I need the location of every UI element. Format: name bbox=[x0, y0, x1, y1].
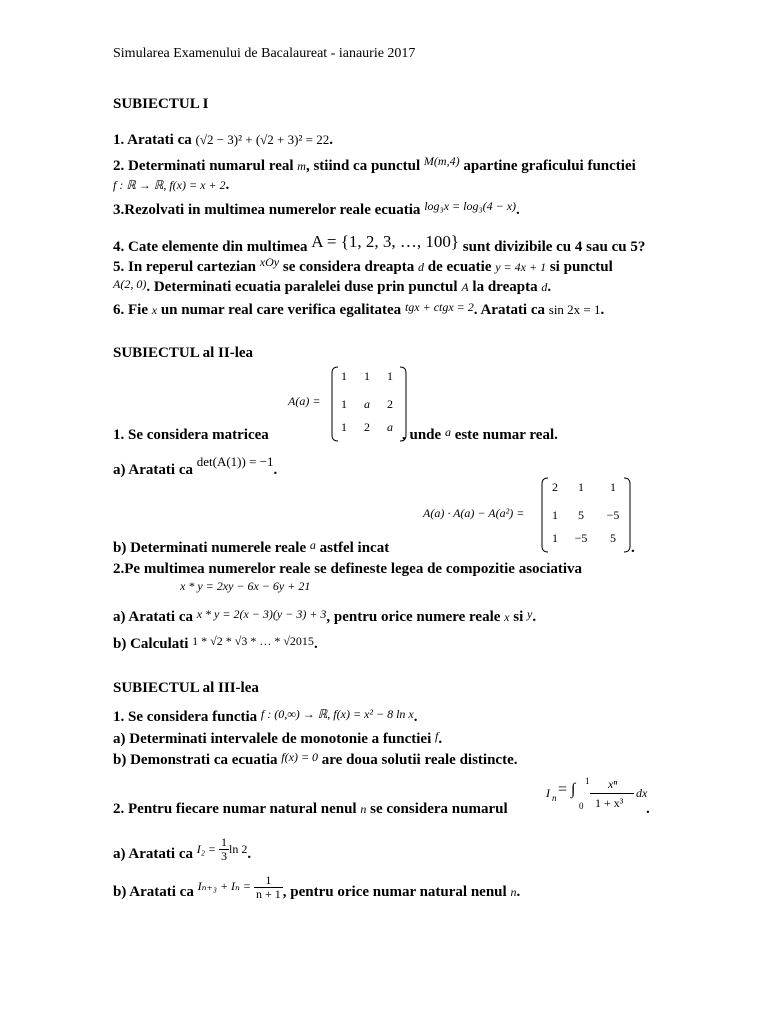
fraction-numerator: 1 bbox=[221, 835, 227, 849]
s1-problem-4 bbox=[113, 232, 646, 256]
s1-p2-text-b: , stiind ca punctul bbox=[305, 158, 424, 174]
s3-p2b-text-b: , pentru orice numar natural nenul bbox=[282, 883, 511, 900]
matrix-cell-r1-c3: 1 bbox=[610, 480, 616, 494]
s2-problem-1-tail bbox=[402, 427, 558, 444]
s2-p2-text: .Pe multimea numerelor reale se defineste legea de compozitie asociativa bbox=[120, 561, 583, 577]
s1-p1-text: Aratati ca bbox=[124, 132, 196, 148]
s2-matrix-b bbox=[541, 476, 631, 554]
s2-p2a-text-a: a) Aratati ca bbox=[113, 609, 197, 625]
s1-p2-text-c: apartine graficului functiei bbox=[459, 158, 636, 174]
integral-lower: 0 bbox=[579, 801, 584, 811]
s3-pa-text-a: a) Determinati intervalele de monotonie a functiei bbox=[113, 731, 436, 747]
matrix-cell-r2-c1: 1 bbox=[341, 397, 347, 411]
section-title-1: SUBIECTUL I bbox=[113, 96, 209, 112]
s1-p4-text-b: sunt divizibile cu 4 sau cu 5? bbox=[459, 239, 646, 255]
s1-p5-point: A(2, 0) bbox=[113, 277, 147, 291]
s2-p1-text-b: , unde bbox=[402, 427, 445, 443]
s1-problem-5 bbox=[113, 255, 613, 276]
integral-fraction-bar bbox=[590, 793, 634, 794]
s1-p4-set: A = {1, 2, 3, …, 100} bbox=[311, 232, 460, 251]
s2-p1-label: 1. bbox=[113, 427, 125, 443]
s1-p3-text: .Rezolvati in multimea numerelor reale ecuatia bbox=[120, 202, 425, 218]
s1-p5-A: A bbox=[461, 280, 469, 294]
s1-problem-1: 1. Aratati ca (√2 − 3)² + (√2 + 3)² = 22. bbox=[113, 132, 333, 148]
integral-denominator: 1 + x³ bbox=[595, 796, 624, 810]
s1-p1-label: 1. bbox=[113, 132, 125, 148]
s3-p2a-lhs: I₂ = bbox=[196, 841, 219, 856]
s3-p2b-fraction bbox=[254, 874, 283, 901]
s3-pb-text-b: are doua solutii reale distincte. bbox=[318, 752, 518, 768]
s1-p4-label: 4 bbox=[113, 239, 121, 255]
s2-p1-text-c: este numar real. bbox=[450, 427, 558, 443]
s3-problem-1b bbox=[113, 752, 518, 769]
s3-p2a-fraction bbox=[219, 836, 229, 863]
s2-p1-a: a bbox=[444, 425, 451, 439]
s2-pb-lhs: A(a) · A(a) − A(a²) = bbox=[423, 506, 525, 520]
document-header: Simularea Examenului de Bacalaureat - ianaurie 2017 bbox=[113, 46, 416, 61]
s2-pb-dot: . bbox=[631, 540, 635, 556]
s1-p5-d: d bbox=[418, 260, 424, 274]
matrix-cell-r2-c1: 1 bbox=[552, 508, 558, 522]
s2-p2b-math: 1 * √2 * √3 * … * √2015 bbox=[192, 634, 314, 648]
matrix-left-bracket bbox=[332, 367, 338, 441]
s1-p6-eq: tgx + ctgx = 2 bbox=[404, 300, 474, 314]
s2-problem-1 bbox=[113, 427, 269, 444]
s3-p2-label: 2 bbox=[113, 801, 121, 817]
s2-problem-1b bbox=[113, 540, 389, 557]
matrix-cell-r3-c2: 2 bbox=[364, 420, 370, 434]
s3-p2-dot: . bbox=[646, 801, 650, 817]
matrix-cell-r3-c3: a bbox=[387, 420, 393, 434]
s3-p1-label: 1 bbox=[113, 709, 121, 725]
s1-p2-label: 2 bbox=[113, 158, 121, 174]
matrix-cell-r3-c1: 1 bbox=[552, 531, 558, 545]
s1-p6-text-c: . Aratati ca bbox=[473, 302, 549, 318]
s2-matrix-a-svg bbox=[331, 365, 407, 443]
s1-p5-text-d: si punctul bbox=[546, 259, 613, 275]
s3-p1-text: . Se considera functia bbox=[120, 709, 261, 725]
fraction-denominator: n + 1 bbox=[256, 887, 281, 901]
s2-matrix-lhs: A(a) = bbox=[288, 394, 321, 408]
s2-matrix-b-svg bbox=[541, 476, 631, 554]
matrix-right-bracket bbox=[624, 478, 630, 552]
integral-sign: = ∫ bbox=[558, 781, 576, 798]
s3-p2b-text-a: b) Aratati ca bbox=[113, 883, 198, 900]
s1-p6-text-b: un numar real care verifica egalitatea bbox=[157, 302, 405, 318]
s1-p5-xoy: xOy bbox=[259, 255, 280, 269]
s3-problem-2a: a) Aratati ca $^{I_2 =}$ $\frac{1}{3}$ $^{ln 2}$. bbox=[113, 835, 252, 863]
s1-problem-3: 3.Rezolvati in multimea numerelor reale ecuatia $^{log_3x = log_3(4 - x)}$. bbox=[113, 199, 520, 218]
matrix-cell-r1-c1: 2 bbox=[552, 480, 558, 494]
s2-problem-1a: a) Aratati ca det(A(1)) = −1. bbox=[113, 454, 278, 478]
s2-pa-math: det(A(1)) = −1 bbox=[196, 454, 274, 469]
s1-p5-text-c: de ecuatie bbox=[424, 259, 496, 275]
s3-p2-n: n bbox=[360, 802, 367, 816]
s2-problem-2a: a) Aratati ca $^{x * y = 2(x - 3)(y - 3) + 3}$, pentru orice numere reale x si $^y$. bbox=[113, 607, 537, 625]
matrix-cell-r2-c2: 5 bbox=[578, 508, 584, 522]
matrix-cell-r2-c3: 2 bbox=[387, 397, 393, 411]
s3-problem-1a: a) Determinati intervalele de monotonie a functiei $^f$. bbox=[113, 729, 443, 747]
s3-problem-1: 1. Se considera functia $^{f : (0,\infty) \to ℝ, f(x) = x^2 - 8 ln x}$. bbox=[113, 707, 418, 725]
s1-p3-label: 3 bbox=[113, 202, 121, 218]
matrix-cell-r1-c2: 1 bbox=[578, 480, 584, 494]
matrix-cell-r1-c1: 1 bbox=[341, 369, 347, 383]
s1-p5-label: 5 bbox=[113, 259, 121, 275]
s2-pb-text-b: astfel incat bbox=[315, 540, 390, 556]
s2-p2a-math: x * y = 2(x − 3)(y − 3) + 3 bbox=[196, 607, 327, 621]
s1-p5-text-b: se considera dreapta bbox=[279, 259, 418, 275]
s2-p2b-text: b) Calculati bbox=[113, 636, 193, 652]
section-title-3: SUBIECTUL al III-lea bbox=[113, 680, 259, 696]
s1-p5-text-a: . In reperul cartezian bbox=[120, 259, 260, 275]
s1-p2-point: M(m,4) bbox=[423, 154, 460, 168]
matrix-cell-r2-c3: −5 bbox=[606, 508, 620, 522]
s3-pb-eq: f(x) = 0 bbox=[281, 750, 319, 764]
s1-p2-text-a: . Determinati numarul real bbox=[120, 158, 298, 174]
s2-pb-a: a bbox=[309, 538, 316, 552]
fraction-denominator: 3 bbox=[221, 849, 227, 863]
s3-p2b-n: n bbox=[510, 884, 517, 899]
s3-pb-text-a: b) Demonstrati ca ecuatia bbox=[113, 752, 282, 768]
s1-p6-x: x bbox=[151, 303, 158, 317]
s3-p1-func: f : (0,∞) → ℝ, f(x) = x² − 8 ln x bbox=[260, 707, 414, 721]
s2-p2a-y: y bbox=[527, 607, 533, 621]
s2-pb-text-a: b) Determinati numerele reale bbox=[113, 540, 310, 556]
s1-problem-6: 6. Fie x un numar real care verifica egalitatea $^{tgx + ctgx = 2}$. Aratati ca sin 2x = 1. bbox=[113, 300, 605, 318]
section-title-2: SUBIECTUL al II-lea bbox=[113, 345, 254, 361]
s2-pa-text: a) Aratati ca bbox=[113, 462, 197, 478]
s3-p2a-rhs: ln 2 bbox=[229, 841, 248, 856]
s3-p2b-lhs: Iₙ₊₃ + Iₙ = bbox=[197, 878, 254, 893]
matrix-cell-r1-c2: 1 bbox=[364, 369, 370, 383]
s1-problem-2 bbox=[113, 154, 636, 175]
integral-lhs-sub: n bbox=[552, 793, 557, 803]
integral-upper: 1 bbox=[585, 776, 590, 786]
s1-p2-m: m bbox=[297, 159, 306, 173]
s1-p4-text-a: . Cate elemente din multimea bbox=[120, 239, 312, 255]
s2-p2a-x: x bbox=[504, 610, 510, 624]
s2-problem-2b: b) Calculati $^{1 * √2 * √3 * \dots * √2015}$. bbox=[113, 634, 318, 652]
s2-problem-2 bbox=[113, 561, 582, 578]
integral-numerator: xⁿ bbox=[608, 777, 618, 791]
s2-matrix-a bbox=[331, 365, 407, 443]
s2-p2-law: x * y = 2xy − 6x − 6y + 21 bbox=[180, 579, 311, 593]
s1-p6-label: 6 bbox=[113, 302, 121, 318]
s1-p5-text-f: la dreapta bbox=[468, 279, 542, 295]
s3-pa-f: f bbox=[435, 729, 439, 743]
s3-problem-2b: b) Aratati ca $^{I_{n+3} + I_n =}$ $\frac{1}{n + 1}$ , pentru orice numar natural nenul n. bbox=[113, 873, 521, 901]
s1-p5-text-e: . Determinati ecuatia paralelei duse prin punctul bbox=[146, 279, 462, 295]
s3-integral bbox=[546, 776, 656, 820]
integral-lhs: I bbox=[546, 786, 550, 800]
s1-p1-math: (√2 − 3)² + (√2 + 3)² = 22 bbox=[195, 132, 330, 147]
integral-dx: dx bbox=[636, 786, 648, 800]
matrix-cell-r3-c1: 1 bbox=[341, 420, 347, 434]
s2-p2a-si: si bbox=[509, 609, 527, 625]
s1-p6-res: sin 2x = 1 bbox=[548, 302, 601, 317]
s1-p5-eq: y = 4x + 1 bbox=[495, 260, 547, 274]
s3-problem-2 bbox=[113, 801, 508, 818]
s1-problem-5-cont: $^{A(2, 0)}$. Determinati ecuatia paralelei duse prin punctul A la dreapta d. bbox=[113, 277, 552, 295]
s1-p3-math: log₃x = log₃(4 − x) bbox=[424, 199, 517, 213]
s1-p2-func: f : ℝ → ℝ, f(x) = x + 2 bbox=[113, 178, 226, 192]
s3-p2a-text: a) Aratati ca bbox=[113, 845, 197, 862]
s1-p5-d2: d bbox=[541, 280, 548, 294]
matrix-cell-r2-c2: a bbox=[364, 397, 370, 411]
matrix-cell-r3-c2: −5 bbox=[574, 531, 588, 545]
s3-p2-text-a: . Pentru fiecare numar natural nenul bbox=[120, 801, 361, 817]
matrix-left-bracket bbox=[542, 478, 548, 552]
s2-p1-text-a: Se considera matricea bbox=[124, 427, 269, 443]
s1-p6-text-a: . Fie bbox=[120, 302, 152, 318]
matrix-cell-r1-c3: 1 bbox=[387, 369, 393, 383]
s2-p2-label: 2 bbox=[113, 561, 121, 577]
s1-problem-2-cont: f : ℝ → ℝ, f(x) = x + 2. bbox=[113, 177, 230, 193]
fraction-numerator: 1 bbox=[254, 874, 283, 888]
matrix-cell-r3-c3: 5 bbox=[610, 531, 616, 545]
s3-p2-text-b: se considera numarul bbox=[366, 801, 508, 817]
s2-p2a-text-b: , pentru orice numere reale bbox=[326, 609, 505, 625]
